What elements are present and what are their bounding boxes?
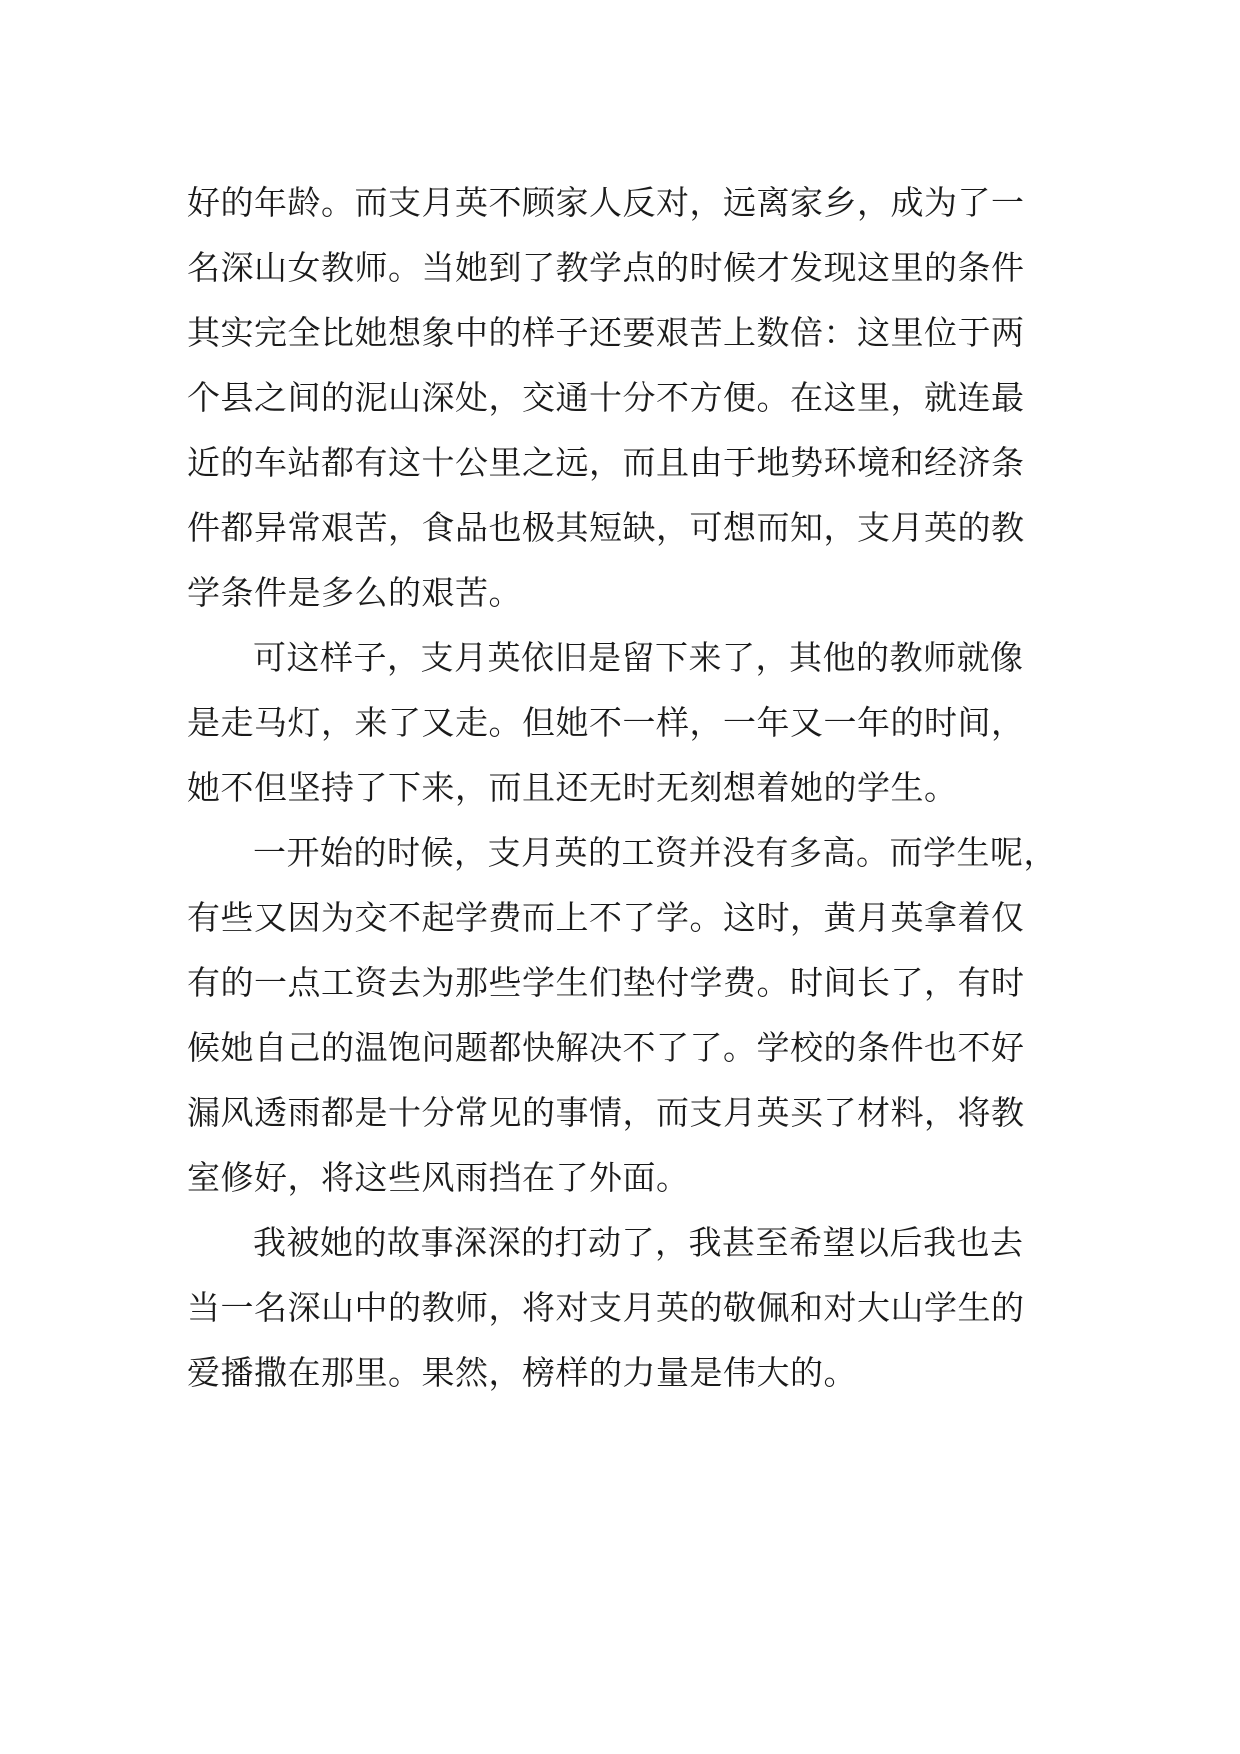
text-line: 漏风透雨都是十分常见的事情，而支月英买了材料，将教 bbox=[187, 1093, 1025, 1132]
text-line: 候她自己的温饱问题都快解决不了了。学校的条件也不好 bbox=[187, 1028, 1025, 1067]
text-line: 是走马灯，来了又走。但她不一样，一年又一年的时间， bbox=[187, 703, 1025, 742]
paragraph-start-line: 我被她的故事深深的打动了，我甚至希望以后我也去 bbox=[253, 1223, 1024, 1262]
text-line: 有些又因为交不起学费而上不了学。这时，黄月英拿着仅 bbox=[187, 898, 1025, 937]
paragraph-start-line: 一开始的时候，支月英的工资并没有多高。而学生呢， bbox=[253, 833, 1057, 872]
text-line: 其实完全比她想象中的样子还要艰苦上数倍：这里位于两 bbox=[187, 313, 1025, 352]
text-line: 室修好，将这些风雨挡在了外面。 bbox=[187, 1158, 690, 1197]
text-line: 爱播撒在那里。果然，榜样的力量是伟大的。 bbox=[187, 1353, 857, 1392]
essay-text bbox=[187, 170, 1067, 1405]
text-line: 名深山女教师。当她到了教学点的时候才发现这里的条件 bbox=[187, 248, 1025, 287]
paragraph-start-line: 可这样子，支月英依旧是留下来了，其他的教师就像 bbox=[253, 638, 1024, 677]
text-line: 当一名深山中的教师，将对支月英的敬佩和对大山学生的 bbox=[187, 1288, 1025, 1327]
text-line: 有的一点工资去为那些学生们垫付学费。时间长了，有时 bbox=[187, 963, 1025, 1002]
text-line: 近的车站都有这十公里之远，而且由于地势环境和经济条 bbox=[187, 443, 1025, 482]
text-line: 个县之间的泥山深处，交通十分不方便。在这里，就连最 bbox=[187, 378, 1025, 417]
text-line: 件都异常艰苦，食品也极其短缺，可想而知，支月英的教 bbox=[187, 508, 1025, 547]
text-line: 好的年龄。而支月英不顾家人反对，远离家乡，成为了一 bbox=[187, 183, 1025, 222]
text-line: 学条件是多么的艰苦。 bbox=[187, 573, 522, 612]
text-line: 她不但坚持了下来，而且还无时无刻想着她的学生。 bbox=[187, 768, 958, 807]
